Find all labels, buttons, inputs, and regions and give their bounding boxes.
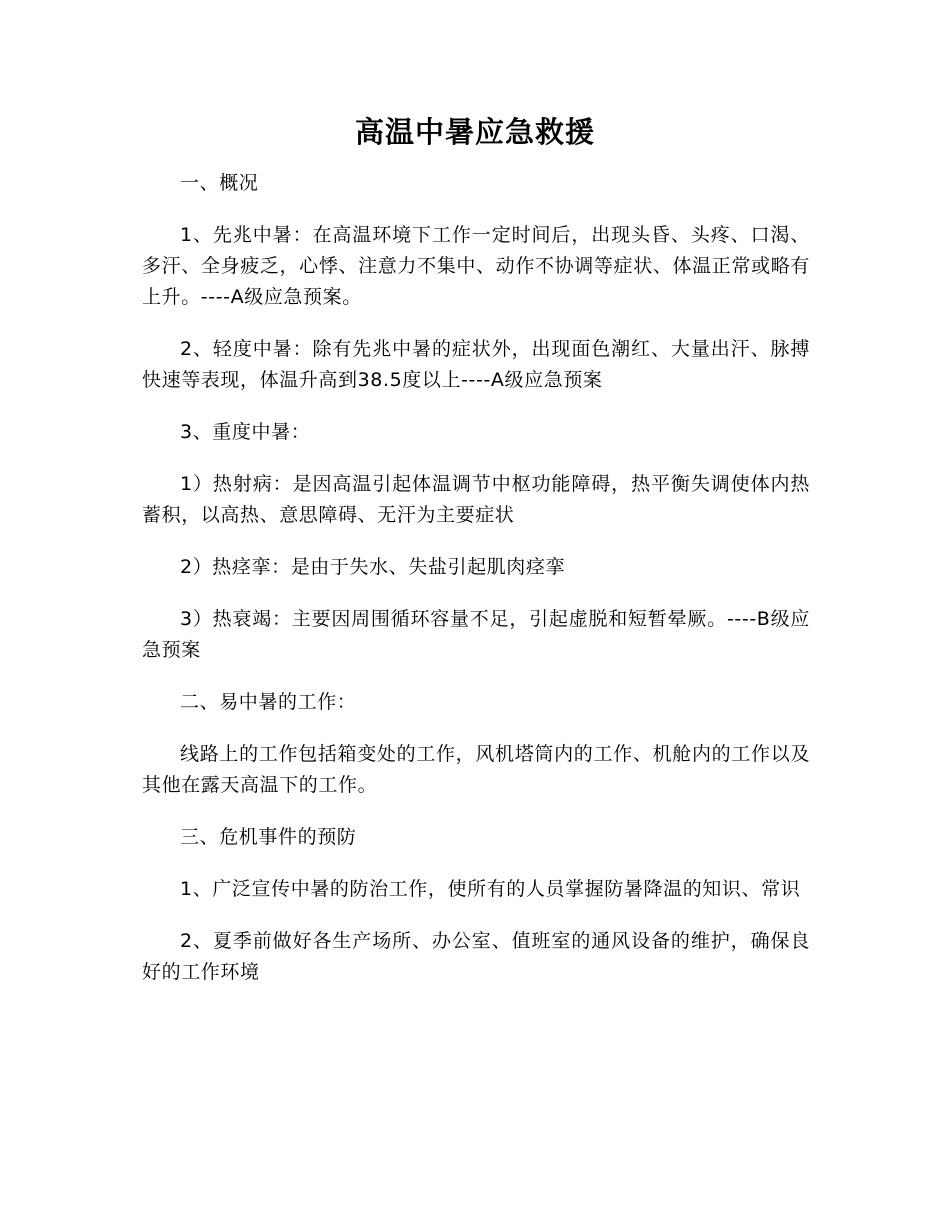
section-heading-prevention: 三、危机事件的预防 — [180, 826, 357, 848]
section-heading-overview: 一、概况 — [180, 172, 259, 194]
section-heading-severe-heatstroke: 3、重度中暑： — [180, 421, 311, 443]
paragraph-prevention-1: 1、广泛宣传中暑的防治工作，使所有的人员掌握防暑降温的知识、常识 — [180, 878, 801, 900]
paragraph-risky-work: 线路上的工作包括箱变处的工作，风机塔筒内的工作、机舱内的工作以及其他在露天高温下的工作。 — [142, 743, 810, 796]
document-title: 高温中暑应急救援 — [354, 115, 595, 149]
paragraph-prevention-2: 2、夏季前做好各生产场所、办公室、值班室的通风设备的维护，确保良好的工作环境 — [142, 930, 810, 983]
paragraph-heat-exhaustion: 3）热衰竭：主要因周围循环容量不足，引起虚脱和短暂晕厥。----B级应急预案 — [142, 608, 810, 661]
document-body — [142, 168, 810, 1009]
section-heading-risky-work: 二、易中暑的工作： — [180, 691, 357, 713]
paragraph-heat-stroke: 1）热射病：是因高温引起体温调节中枢功能障碍，热平衡失调使体内热蓄积，以高热、意思障碍、无汗为主要症状 — [142, 473, 810, 526]
paragraph-mild-heatstroke: 2、轻度中暑：除有先兆中暑的症状外，出现面色潮红、大量出汗、脉搏快速等表现，体温升高到38.5度以上----A级应急预案 — [142, 338, 810, 391]
paragraph-heat-cramps: 2）热痉挛：是由于失水、失盐引起肌肉痉挛 — [180, 556, 566, 578]
paragraph-prodromal-heatstroke: 1、先兆中暑：在高温环境下工作一定时间后，出现头昏、头疼、口渴、多汗、全身疲乏，心悸、注意力不集中、动作不协调等症状、体温正常或略有上升。----A级应急预案。 — [142, 224, 810, 308]
